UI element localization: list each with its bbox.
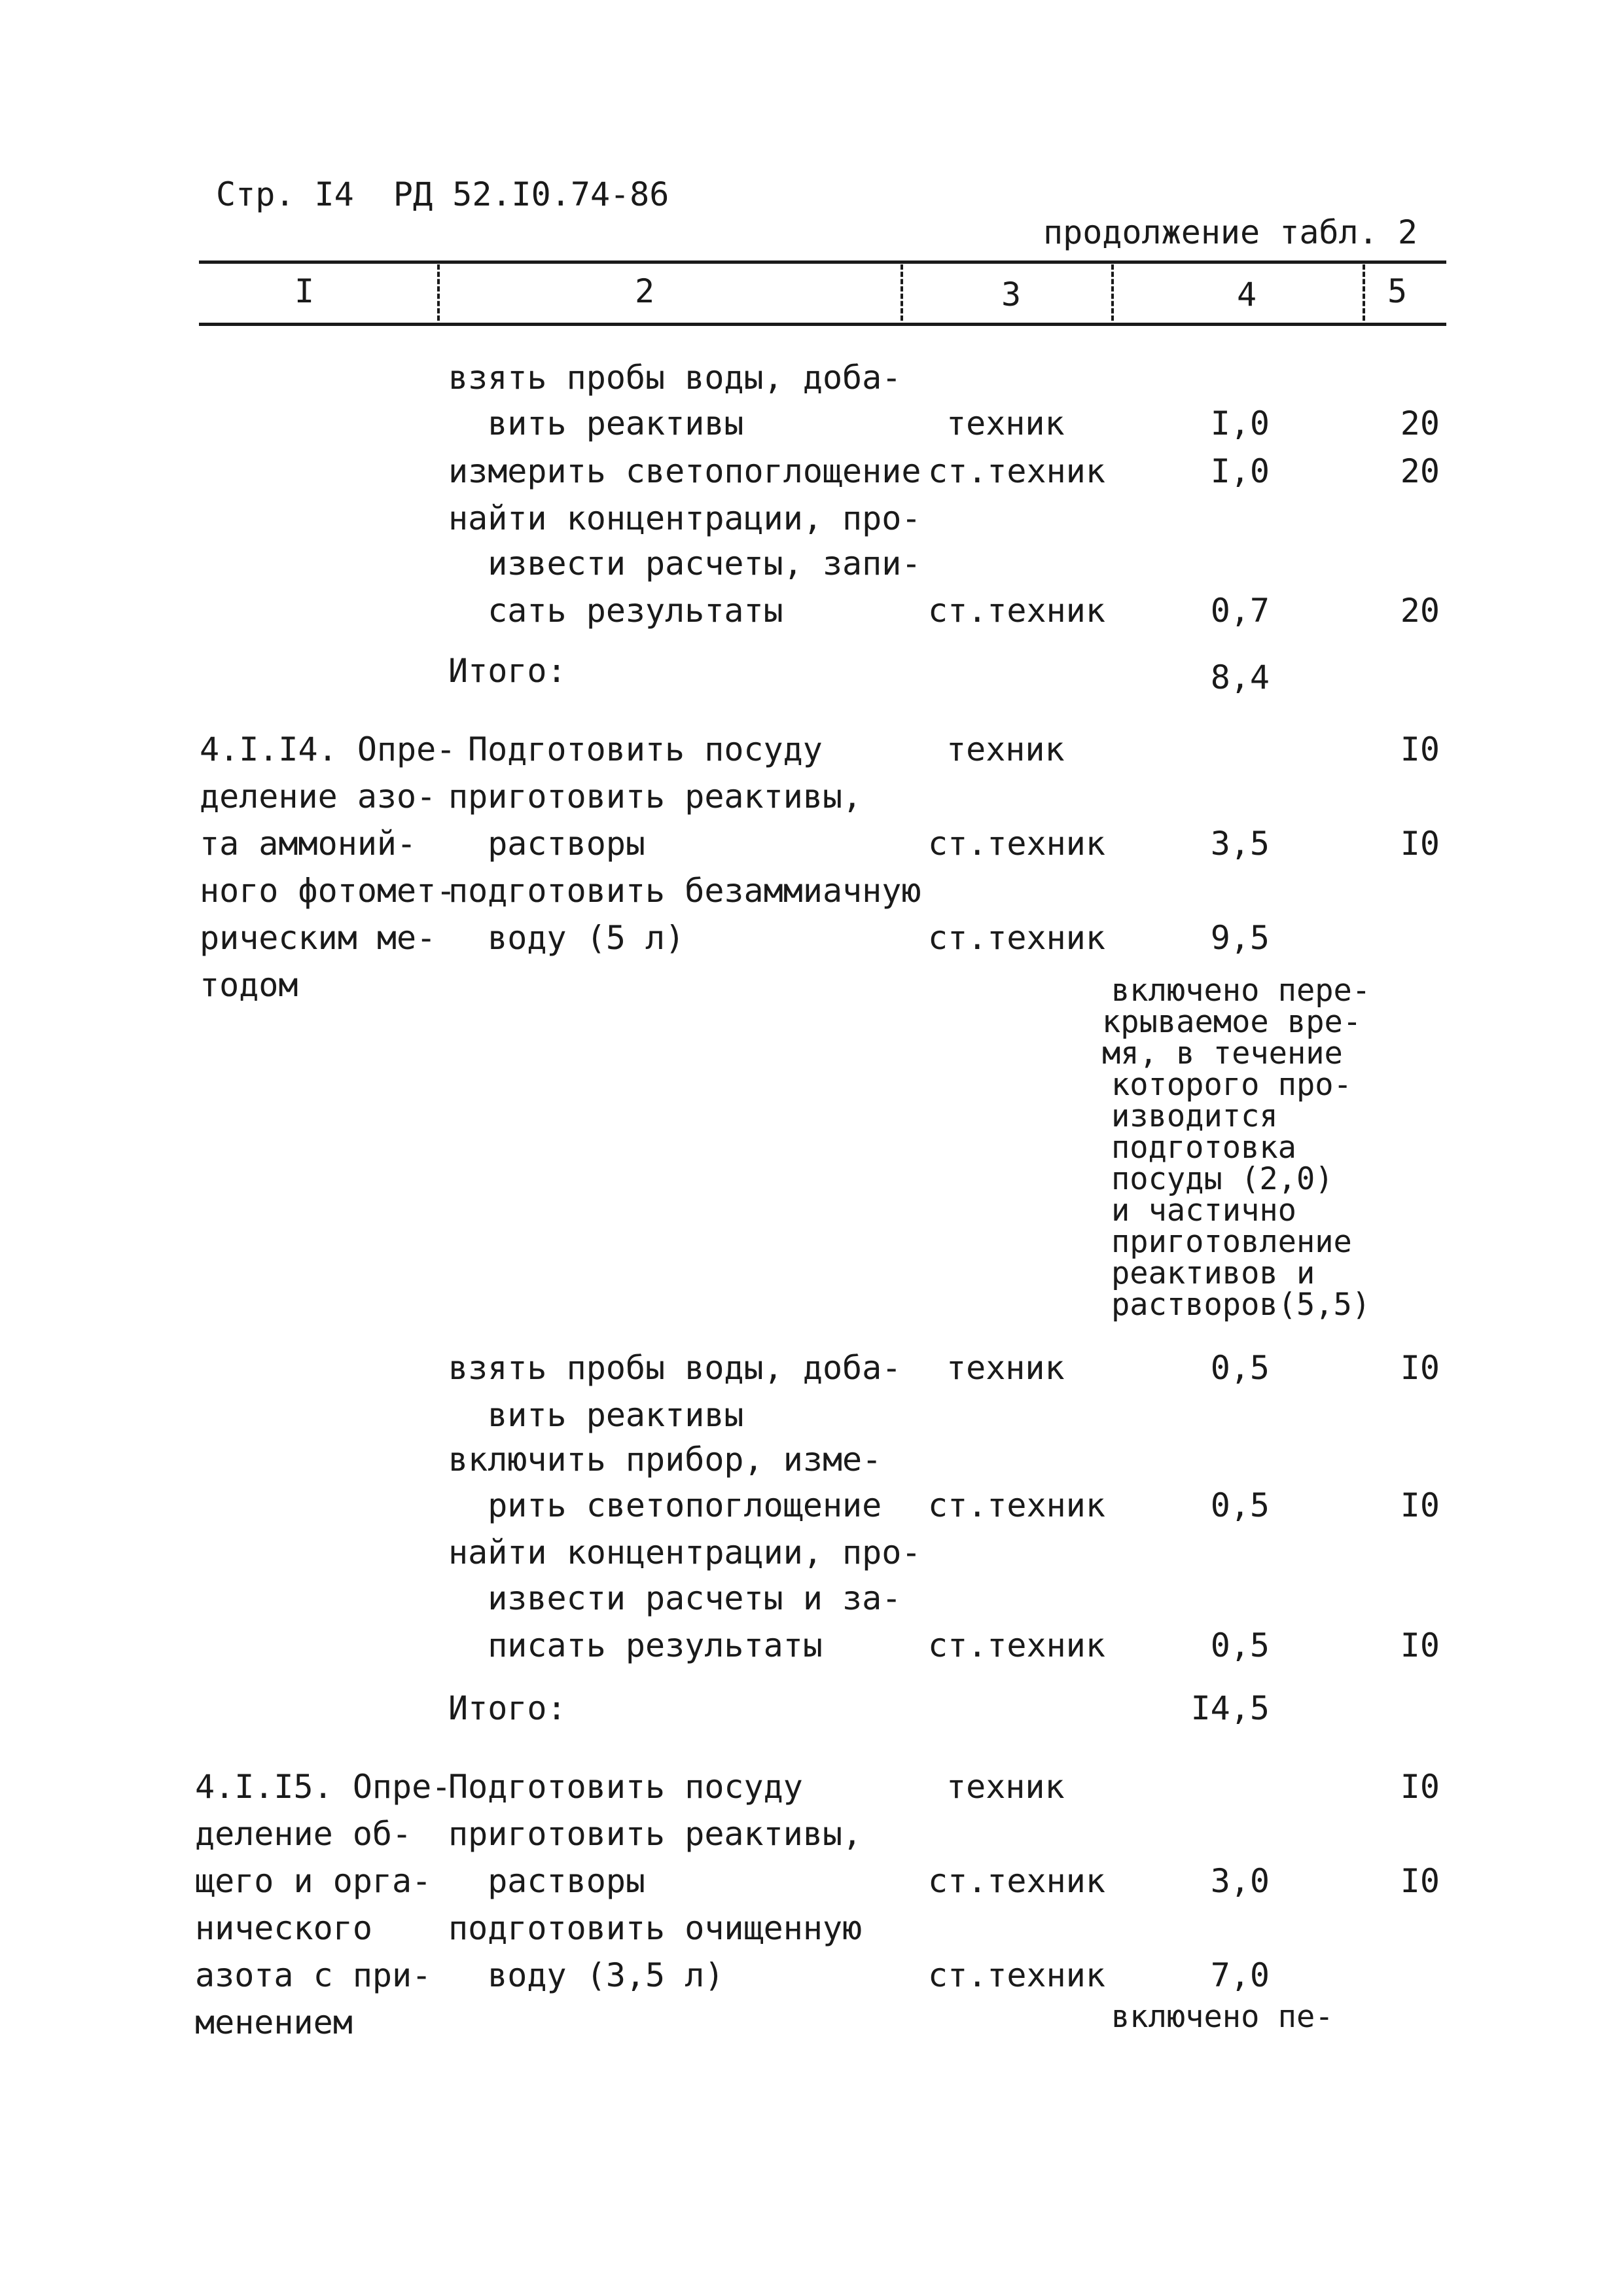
operation-text: воду (5 л) <box>448 919 685 957</box>
overlap-note-line: крываемое вре- <box>1102 1004 1362 1040</box>
operation-text: воду (3,5 л) <box>448 1956 724 1994</box>
overlap-note-line: посуды (2,0) <box>1111 1161 1334 1197</box>
item-name-line: рическим ме- <box>200 919 437 957</box>
time-cell: I,0 <box>1210 452 1270 490</box>
item-name-line: менением <box>195 2003 353 2041</box>
item-name-line: нического <box>195 1909 372 1947</box>
operation-text: найти концентрации, про- <box>448 1534 921 1571</box>
overlap-note-line: включено пере- <box>1111 973 1371 1009</box>
item-name-line: та аммоний- <box>200 825 417 863</box>
page-reference: Стр. I4 РД 52.I0.74-86 <box>216 175 669 213</box>
operation-text: включить прибор, изме- <box>448 1441 882 1479</box>
column-separator-3 <box>1111 264 1114 321</box>
total-value: 8,4 <box>1210 658 1270 696</box>
item-name-line: деление азо- <box>200 778 437 816</box>
col5-cell: 20 <box>1400 452 1440 490</box>
time-cell: 0,5 <box>1210 1486 1270 1524</box>
operation-text: приготовить реактивы, <box>448 778 863 816</box>
col5-cell: I0 <box>1400 1486 1440 1524</box>
operation-text: вить реактивы <box>448 1396 744 1434</box>
operation-text: найти концентрации, про- <box>448 499 921 537</box>
overlap-note-line: мя, в течение <box>1102 1035 1343 1071</box>
operation-text: подготовить безаммиачную <box>448 872 921 910</box>
time-cell: 3,5 <box>1210 825 1270 863</box>
operation-text: вить реактивы <box>448 404 744 442</box>
col5-cell: I0 <box>1400 1626 1440 1664</box>
operation-text: рить светопоглощение <box>448 1486 882 1524</box>
overlap-note-line: приготовление <box>1111 1224 1352 1260</box>
role-cell: техник <box>946 1768 1065 1806</box>
overlap-note-line: которого про- <box>1111 1067 1352 1103</box>
col5-cell: I0 <box>1400 1349 1440 1387</box>
operation-text: подготовить очищенную <box>448 1909 863 1947</box>
time-cell: 0,7 <box>1210 592 1270 630</box>
time-cell: 7,0 <box>1210 1956 1270 1994</box>
item-name-line: деление об- <box>195 1815 412 1853</box>
col5-cell: I0 <box>1400 1862 1440 1900</box>
operation-text: Подготовить посуду <box>448 1768 803 1806</box>
col5-cell: I0 <box>1400 825 1440 863</box>
col5-cell: 20 <box>1400 592 1440 630</box>
time-cell: 9,5 <box>1210 919 1270 957</box>
overlap-note-line: реактивов и <box>1111 1255 1315 1291</box>
column-header-4: 4 <box>1237 276 1257 314</box>
item-name-line: азота с при- <box>195 1956 432 1994</box>
header-top-rule <box>199 260 1446 264</box>
operation-text: приготовить реактивы, <box>448 1815 863 1853</box>
col5-cell: 20 <box>1400 404 1440 442</box>
role-cell: ст.техник <box>928 1626 1105 1664</box>
column-header-2: 2 <box>635 272 655 310</box>
role-cell: ст.техник <box>928 919 1105 957</box>
time-cell: 0,5 <box>1210 1349 1270 1387</box>
operation-text: растворы <box>448 825 646 863</box>
column-header-5: 5 <box>1387 272 1408 310</box>
item-name-line: ного фотомет- <box>200 872 456 910</box>
header-bottom-rule <box>199 323 1446 326</box>
time-cell: 0,5 <box>1210 1626 1270 1664</box>
column-header-1: I <box>294 272 315 310</box>
operation-text: измерить светопоглощение <box>448 452 921 490</box>
total-label: Итого: <box>448 652 567 690</box>
role-cell: ст.техник <box>928 592 1105 630</box>
item-name-line: 4.I.I5. Опре- <box>195 1768 452 1806</box>
operation-text: взять пробы воды, доба- <box>448 1349 902 1387</box>
overlap-note-line: изводится <box>1111 1098 1278 1134</box>
column-separator-4 <box>1363 264 1365 321</box>
operation-text: извести расчеты и за- <box>448 1579 902 1617</box>
operation-text: сать результаты <box>448 592 783 630</box>
column-separator-1 <box>437 264 440 321</box>
item-name-line: тодом <box>200 966 298 1004</box>
item-name-line: щего и орга- <box>195 1862 432 1900</box>
role-cell: техник <box>946 404 1065 442</box>
col5-cell: I0 <box>1400 730 1440 768</box>
operation-text: растворы <box>448 1862 646 1900</box>
total-label: Итого: <box>448 1689 567 1727</box>
role-cell: ст.техник <box>928 1956 1105 1994</box>
item-name-line: 4.I.I4. Опре- <box>200 730 456 768</box>
column-separator-2 <box>901 264 903 321</box>
overlap-note-start: включено пе- <box>1111 1999 1334 2035</box>
table-continuation-label: продолжение табл. 2 <box>1043 213 1418 251</box>
role-cell: ст.техник <box>928 1862 1105 1900</box>
operation-text: писать результаты <box>448 1626 823 1664</box>
role-cell: техник <box>946 730 1065 768</box>
operation-text: извести расчеты, запи- <box>448 545 921 583</box>
column-header-3: 3 <box>1001 276 1022 314</box>
time-cell: I,0 <box>1210 404 1270 442</box>
total-value: I4,5 <box>1190 1689 1270 1727</box>
operation-text: Подготовить посуду <box>468 730 823 768</box>
time-cell: 3,0 <box>1210 1862 1270 1900</box>
role-cell: ст.техник <box>928 1486 1105 1524</box>
col5-cell: I0 <box>1400 1768 1440 1806</box>
role-cell: ст.техник <box>928 452 1105 490</box>
overlap-note-line: подготовка <box>1111 1130 1296 1166</box>
overlap-note-line: и частично <box>1111 1193 1296 1229</box>
role-cell: ст.техник <box>928 825 1105 863</box>
role-cell: техник <box>946 1349 1065 1387</box>
overlap-note-line: растворов(5,5) <box>1111 1287 1371 1323</box>
operation-text: взять пробы воды, доба- <box>448 359 902 397</box>
